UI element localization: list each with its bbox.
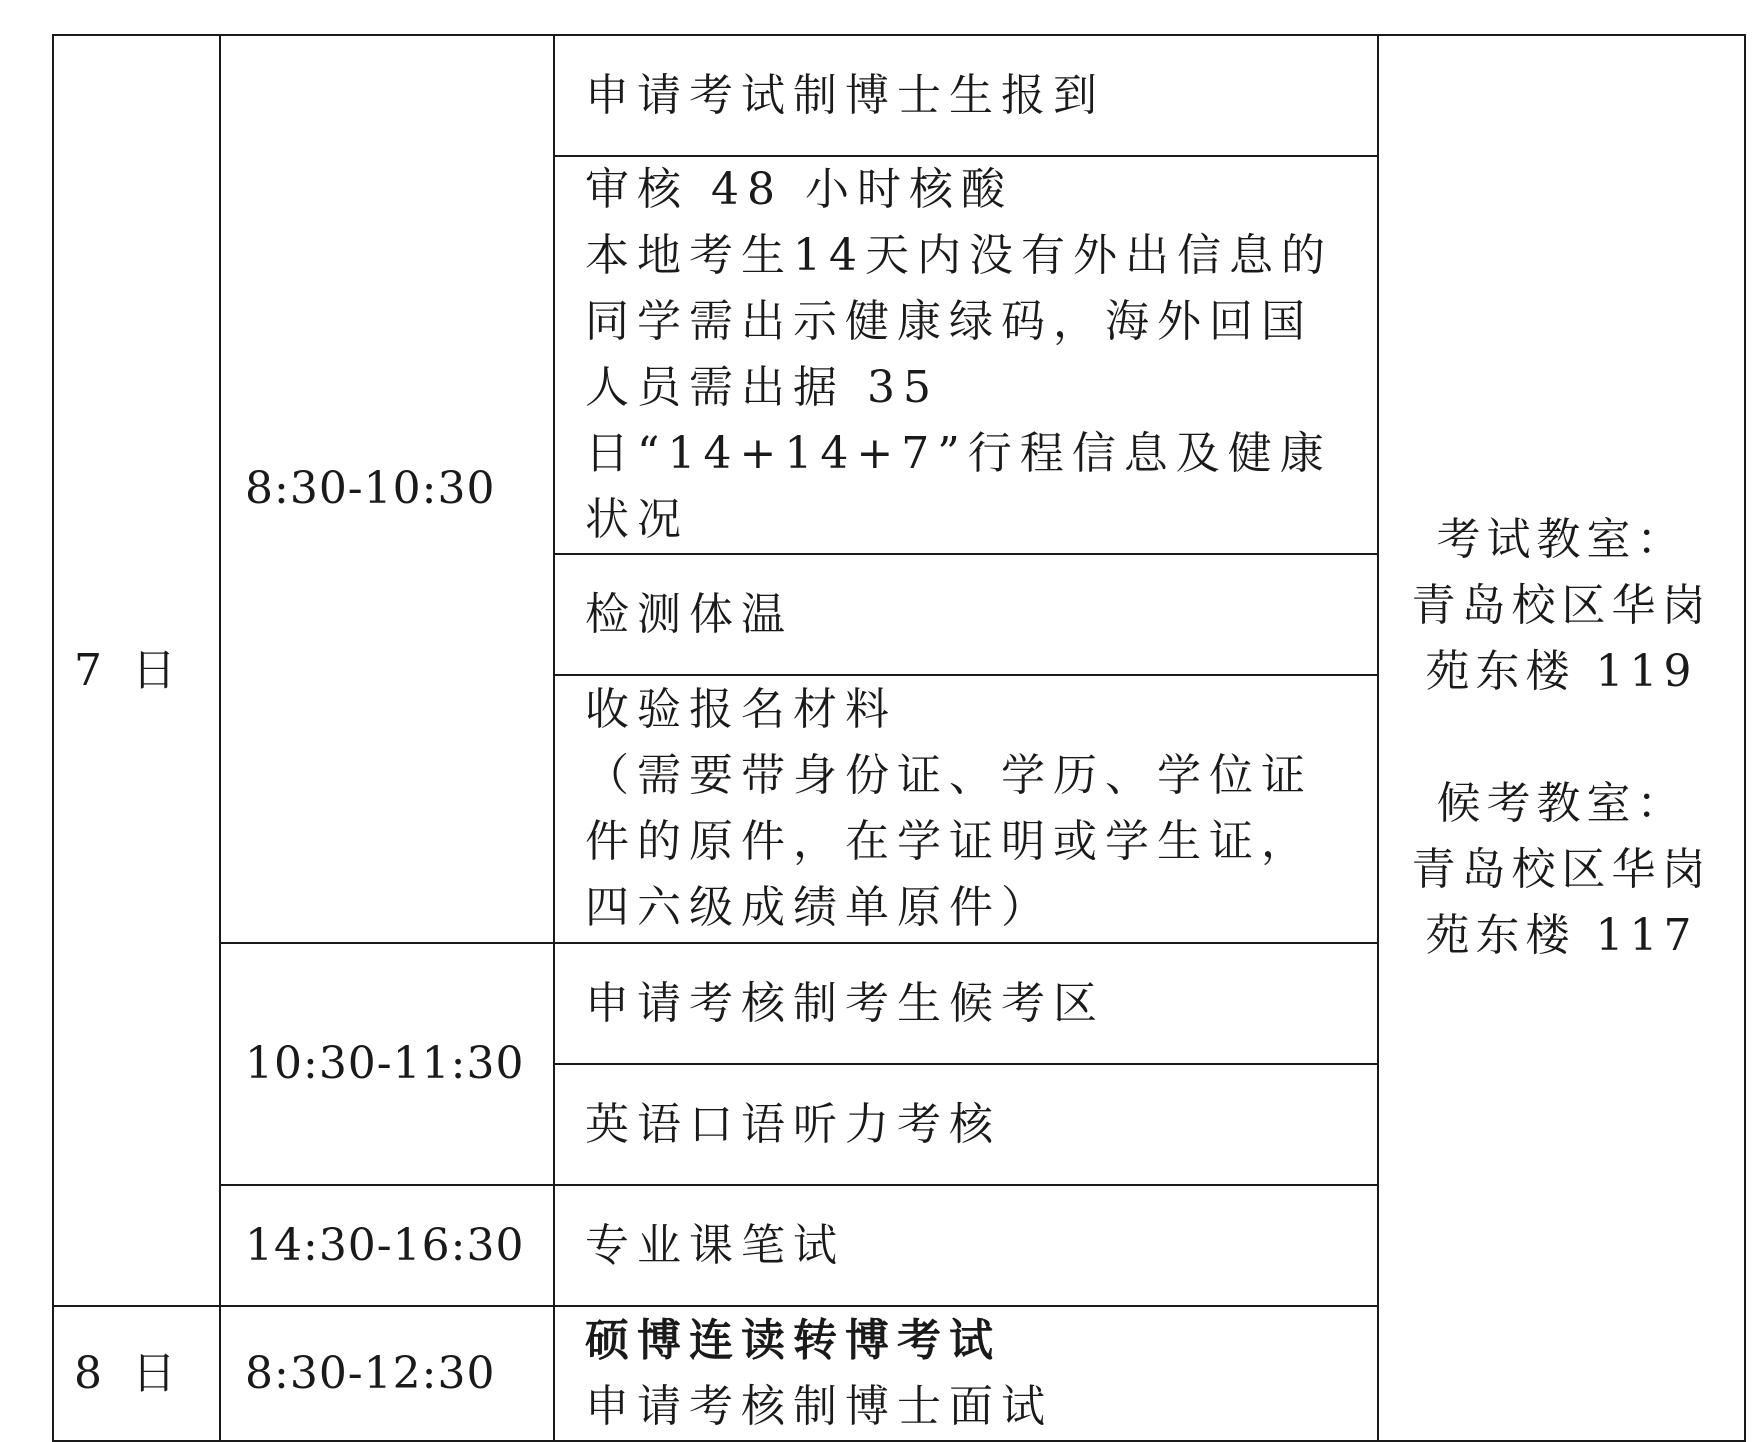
time-cell: [220, 35, 554, 943]
table-row: [53, 35, 1745, 156]
time-cell: [220, 1185, 554, 1306]
time-cell: [220, 1306, 554, 1441]
activity-text: 申请考核制考生候考区: [585, 977, 1105, 1029]
activity-text: 收验报名材料 （需要带身份证、学历、学位证件的原件，在学证明或学生证，四六级成绩单原件）: [585, 684, 1313, 933]
date-label: 7 日: [74, 644, 184, 696]
date-cell-day8: [53, 1306, 220, 1441]
location-cell: [1378, 35, 1745, 1441]
exam-room-campus: 青岛校区华岗: [1411, 580, 1712, 631]
activity-text: 专业课笔试: [585, 1219, 845, 1271]
waiting-room-number: 苑东楼 117: [1425, 910, 1698, 961]
exam-room-label: 考试教室：: [1436, 514, 1687, 565]
activity-cell: [554, 156, 1378, 554]
activity-text: 审核 48 小时核酸 本地考生14天内没有外出信息的同学需出示健康绿码，海外回国人员需出据 35 日“14+14+7”行程信息及健康状况: [585, 164, 1333, 545]
activity-text: 检测体温: [585, 588, 793, 640]
waiting-room-label: 候考教室：: [1436, 778, 1687, 829]
activity-text: 申请考试制博士生报到: [585, 69, 1105, 121]
time-label: 8:30-10:30: [245, 463, 496, 514]
spacer: [1379, 705, 1744, 771]
waiting-room-campus: 青岛校区华岗: [1411, 844, 1712, 895]
activity-cell: [554, 554, 1378, 675]
activity-cell: [554, 35, 1378, 156]
time-label: 14:30-16:30: [245, 1219, 525, 1271]
activity-text: 英语口语听力考核: [585, 1098, 1001, 1150]
time-label: 8:30-12:30: [245, 1347, 496, 1399]
exam-schedule-table: [52, 34, 1746, 1442]
activity-cell: [554, 1185, 1378, 1306]
activity-cell: [554, 1306, 1378, 1441]
activity-cell: [554, 943, 1378, 1064]
activity-cell: [554, 675, 1378, 943]
exam-room-number: 苑东楼 119: [1425, 646, 1698, 697]
time-label: 10:30-11:30: [245, 1038, 525, 1089]
activity-text: 申请考核制博士面试: [585, 1380, 1053, 1432]
activity-title: 硕博连读转博考试: [585, 1314, 1001, 1366]
date-label: 8 日: [74, 1347, 184, 1399]
time-cell: [220, 943, 554, 1185]
date-cell-day7: [53, 35, 220, 1306]
activity-cell: [554, 1064, 1378, 1185]
